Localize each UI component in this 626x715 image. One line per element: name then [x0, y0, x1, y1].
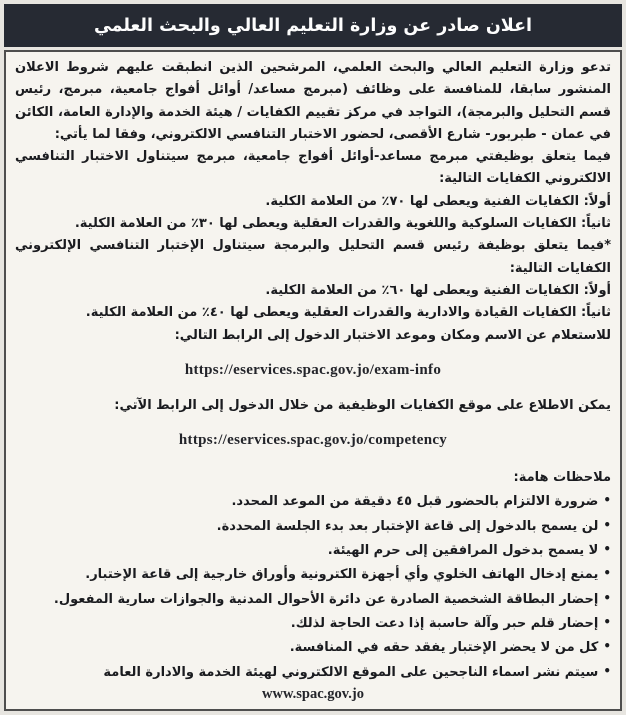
- programmer-section-intro: فيما يتعلق بوظيفتي مبرمج مساعد-أوائل أفواج جامعية، مبرمج سيتناول الاختبار التنافسي الالكتروني الكفايات التالية:: [15, 149, 611, 187]
- head-section-intro: *فيما يتعلق بوظيفة رئيس قسم التحليل والبرمجة سيتناول الإختبار التنافسي الإلكتروني الكفايات التالية:: [15, 238, 611, 276]
- bullet-icon: •: [603, 663, 611, 678]
- exam-info-url: https://eservices.spac.gov.jo/exam-info: [184, 361, 442, 378]
- bullet-icon: •: [603, 590, 611, 605]
- note-text: سيتم نشر اسماء الناجحين على الموقع الالكتروني لهيئة الخدمة والادارة العامة: [103, 664, 599, 680]
- announcement-title-banner: [4, 4, 622, 47]
- note-text: يمنع إدخال الهاتف الخلوي وأي أجهزة الكترونية وأوراق خارجية إلى قاعة الإختبار.: [85, 567, 599, 583]
- note-text: ضرورة الالتزام بالحضور قبل ٤٥ دقيقة من الموعد المحدد.: [231, 494, 599, 510]
- note-item: [15, 538, 611, 562]
- programmer-section-first-competency: أولاً: الكفايات الفنية ويعطى لها ٧٠٪ من العلامة الكلية.: [265, 193, 611, 209]
- note-item: [15, 562, 611, 586]
- note-item: [15, 635, 611, 659]
- competency-instruction: يمكن الاطلاع على موقع الكفايات الوظيفية من خلال الدخول إلى الرابط الآتي:: [114, 397, 611, 413]
- note-item: [15, 660, 611, 684]
- bullet-icon: •: [603, 614, 611, 629]
- programmer-section-second-competency: ثانياً: الكفايات السلوكية واللغوية والقدرات العقلية ويعطى لها ٣٠٪ من العلامة الكلية.: [74, 216, 611, 232]
- note-text: إحضار قلم حبر وآلة حاسبة إذا دعت الحاجة لذلك.: [290, 615, 599, 631]
- bullet-icon: •: [603, 542, 611, 557]
- bullet-icon: •: [603, 493, 611, 508]
- note-item: [15, 587, 611, 611]
- note-item: [15, 514, 611, 538]
- inquiry-instruction: للاستعلام عن الاسم ومكان وموعد الاختبار الدخول إلى الرابط التالي:: [174, 327, 611, 343]
- footer-website: www.spac.gov.jo: [262, 685, 364, 702]
- bullet-icon: •: [603, 639, 611, 654]
- note-item: [15, 489, 611, 513]
- page-title: اعلان صادر عن وزارة التعليم العالي والبحث العلمي: [93, 16, 533, 36]
- notes-heading: ملاحظات هامة:: [513, 470, 611, 486]
- head-section-second-competency: ثانياً: الكفايات القيادة والادارية والقدرات العقلية ويعطى لها ٤٠٪ من العلامة الكلية.: [85, 305, 611, 321]
- intro-paragraph: تدعو وزارة التعليم العالي والبحث العلمي، المرشحين الذين انطبقت عليهم شروط الاعلان المنشور سابقا، للمنافسة على وظائف (مبرمج مساعد/ أوائل أفواج جامعية، مبرمج، رئيس قسم التحليل والبرمجة)، التواجد في مركز تقييم الكفايات / هيئة الخدمة والإدارة العامة، الكائن في عمان - طبربور- شارع الأقصى، لحضور الاختبار التنافسي الالكتروني، وفقا لما يأتي:: [15, 60, 611, 142]
- note-item: [15, 611, 611, 635]
- note-text: لن يسمح بالدخول إلى قاعة الإختبار بعد بدء الجلسة المحددة.: [216, 518, 599, 534]
- bullet-icon: •: [603, 517, 611, 532]
- bullet-icon: •: [603, 566, 611, 581]
- note-text: كل من لا يحضر الإختبار يفقد حقه في المنافسة.: [289, 640, 599, 656]
- head-section-first-competency: أولاً: الكفايات الفنية ويعطى لها ٦٠٪ من العلامة الكلية.: [265, 282, 611, 298]
- note-text: إحضار البطاقة الشخصية الصادرة عن دائرة الأحوال المدنية والجوازات سارية المفعول.: [53, 591, 599, 607]
- note-text: لا يسمح بدخول المرافقين إلى حرم الهيئة.: [327, 543, 599, 559]
- announcement-body: [4, 50, 622, 711]
- competency-url: https://eservices.spac.gov.jo/competency: [178, 432, 448, 449]
